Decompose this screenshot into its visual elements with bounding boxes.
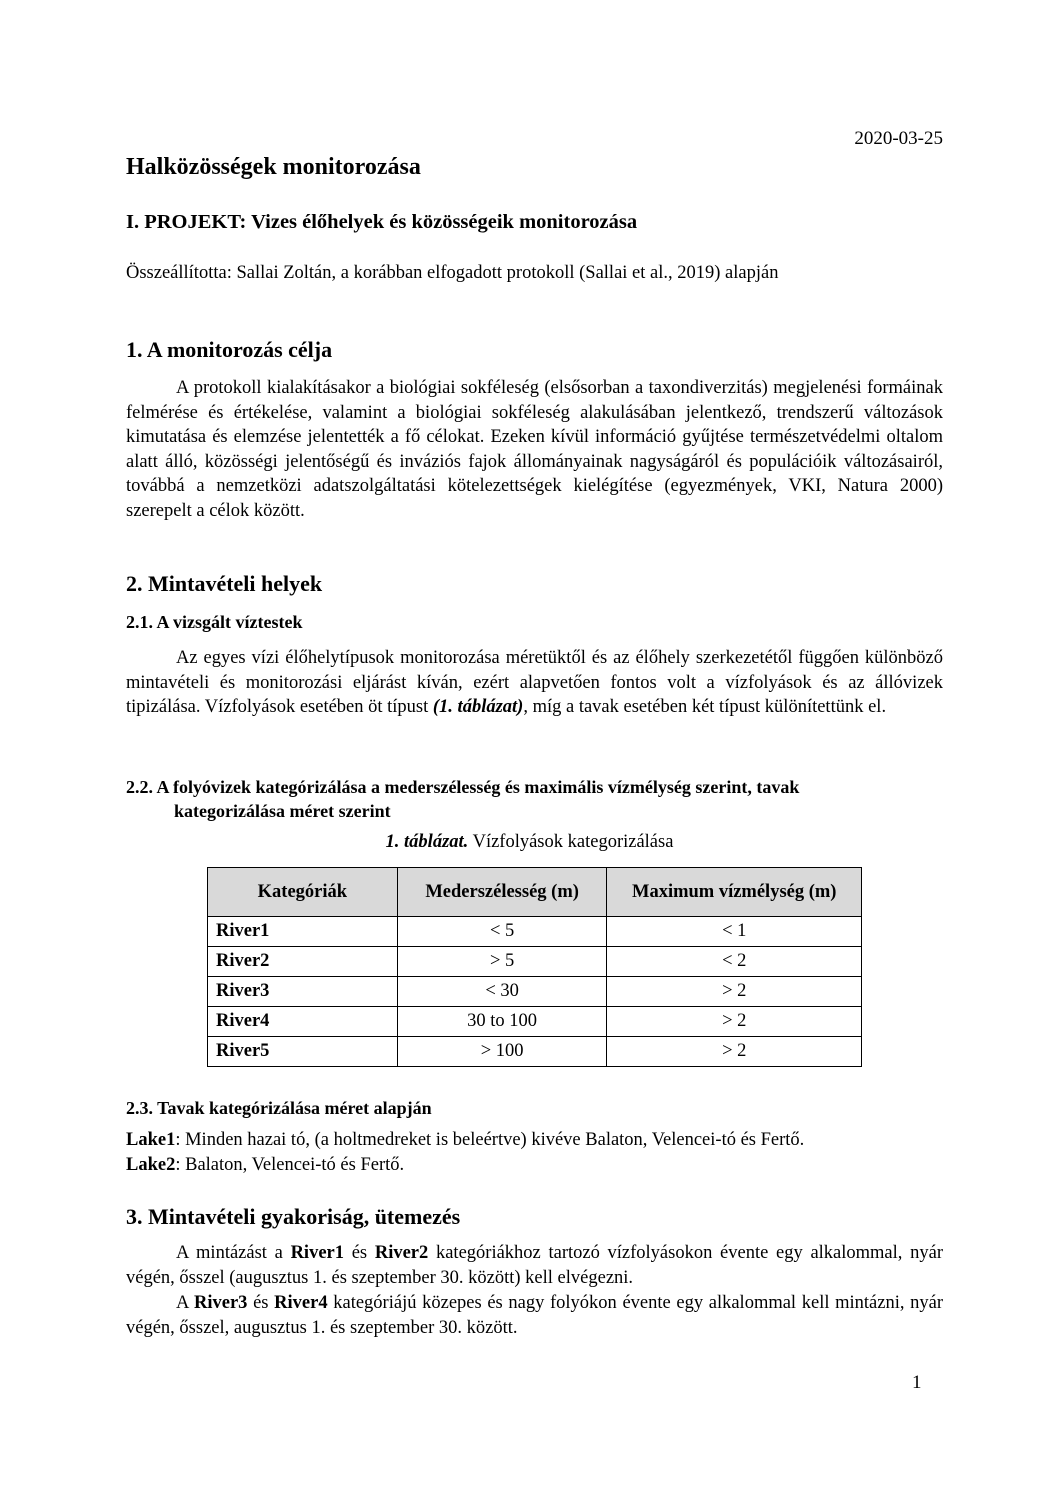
table-row <box>208 1037 862 1067</box>
compiler-line: Összeállította: Sallai Zoltán, a korábban elfogadott protokoll (Sallai et al., 2019) alapján <box>126 263 779 283</box>
para-text: és <box>247 1293 275 1313</box>
river-ref: River1 <box>290 1243 344 1263</box>
caption-label: 1. táblázat. <box>385 832 469 852</box>
document-title: Halközösségek monitorozása <box>126 154 421 180</box>
lake1-definition <box>126 1130 804 1151</box>
para-text: Az egyes vízi élőhelytípusok monitorozása méretüktől és az élőhely szerkezetétől függően különböző mintavételi és monitorozási eljárást kíván, ezért alapvetően fontos volt a vízfolyások és az állóvizek tipizálása. Vízfolyások esetében öt típust <box>126 648 943 717</box>
para-text: , míg a tavak esetében két típust különítettünk el. <box>523 697 887 717</box>
para-text: A mintázást a <box>176 1243 291 1263</box>
subsection-2-2-heading <box>126 775 799 823</box>
project-title: I. PROJEKT: Vizes élőhelyek és közösségeik monitorozása <box>126 211 638 233</box>
width-cell: < 30 <box>397 977 607 1007</box>
depth-cell: > 2 <box>607 977 862 1007</box>
para-text: kategóriákhoz tartozó vízfolyásokon évente egy alkalommal, nyár végén, ősszel (augusztus 1. és szeptember 30. között) kell elvégezni. <box>126 1243 943 1288</box>
river-ref: River3 <box>194 1293 248 1313</box>
heading-line: 2.2. A folyóvizek kategórizálása a mederszélesség és maximális vízmélység szerint, tavak <box>126 777 800 797</box>
table-header-row <box>208 868 862 917</box>
width-cell: > 5 <box>397 947 607 977</box>
section-2-heading: 2. Mintavételi helyek <box>126 571 323 596</box>
width-cell: < 5 <box>397 917 607 947</box>
caption-text: Vízfolyások kategorizálása <box>468 832 674 852</box>
table-row <box>208 947 862 977</box>
subsection-2-1-heading: 2.1. A vizsgált víztestek <box>126 612 303 632</box>
river-ref: River4 <box>274 1293 328 1313</box>
column-header: Mederszélesség (m) <box>397 868 607 917</box>
category-cell: River3 <box>208 977 398 1007</box>
lake1-text: : Minden hazai tó, (a holtmedreket is beleértve) kivéve Balaton, Velencei-tó és Fertő. <box>175 1130 805 1150</box>
depth-cell: < 2 <box>607 947 862 977</box>
depth-cell: > 2 <box>607 1037 862 1067</box>
para-text: és <box>344 1243 375 1263</box>
depth-cell: < 1 <box>607 917 862 947</box>
section-1-paragraph: A protokoll kialakításakor a biológiai sokféleség (elsősorban a taxondiverzitás) megjelenési formáinak felmérése és értékelése, valamint a biológiai sokféleség alakulásában jelentkező, trendszerű változások kimutatása és elemzése jelentették a fő célokat. Ezeken kívül információ gyűjtése természetvédelmi oltalom alatt álló, közösségi jelentőségű és inváziós fajok állományainak nagyságáról és populációik változásairól, továbbá a nemzetközi adatszolgáltatási kötelezettségek kielégítése (egyezmények, VKI, Natura 2000) szerepelt a célok között. <box>126 378 943 521</box>
section-1-heading: 1. A monitorozás célja <box>126 337 333 362</box>
category-cell: River2 <box>208 947 398 977</box>
lake1-label: Lake1 <box>126 1130 176 1150</box>
river-ref: River2 <box>374 1243 429 1263</box>
table-row <box>208 917 862 947</box>
column-header: Kategóriák <box>208 868 398 917</box>
lake2-label: Lake2 <box>126 1155 176 1175</box>
subsection-2-3-heading: 2.3. Tavak kategórizálása méret alapján <box>126 1098 432 1118</box>
table-row <box>208 1007 862 1037</box>
table-caption <box>0 832 1059 853</box>
lake2-text: : Balaton, Velencei-tó és Fertő. <box>175 1155 405 1175</box>
table-reference: (1. táblázat) <box>432 697 524 717</box>
column-header: Maximum vízmélység (m) <box>607 868 862 917</box>
para-text: A <box>176 1293 194 1313</box>
width-cell: 30 to 100 <box>397 1007 607 1037</box>
category-cell: River4 <box>208 1007 398 1037</box>
page-number: 1 <box>912 1372 922 1393</box>
depth-cell: > 2 <box>607 1007 862 1037</box>
width-cell: > 100 <box>397 1037 607 1067</box>
subsection-2-1-paragraph <box>126 646 943 720</box>
para-text: kategóriájú közepes és nagy folyókon évente egy alkalommal kell mintázni, nyár végén, ősszel, augusztus 1. és szeptember 30. között. <box>126 1293 943 1338</box>
category-cell: River1 <box>208 917 398 947</box>
river-category-table <box>207 867 862 1067</box>
category-cell: River5 <box>208 1037 398 1067</box>
section-3-paragraph-2 <box>126 1291 943 1340</box>
section-3-heading: 3. Mintavételi gyakoriság, ütemezés <box>126 1204 461 1229</box>
section-3-paragraph-1 <box>126 1241 943 1290</box>
lake2-definition <box>126 1155 404 1176</box>
table-row <box>208 977 862 1007</box>
heading-line: kategorizálása méret szerint <box>174 801 391 821</box>
date: 2020-03-25 <box>854 128 943 149</box>
